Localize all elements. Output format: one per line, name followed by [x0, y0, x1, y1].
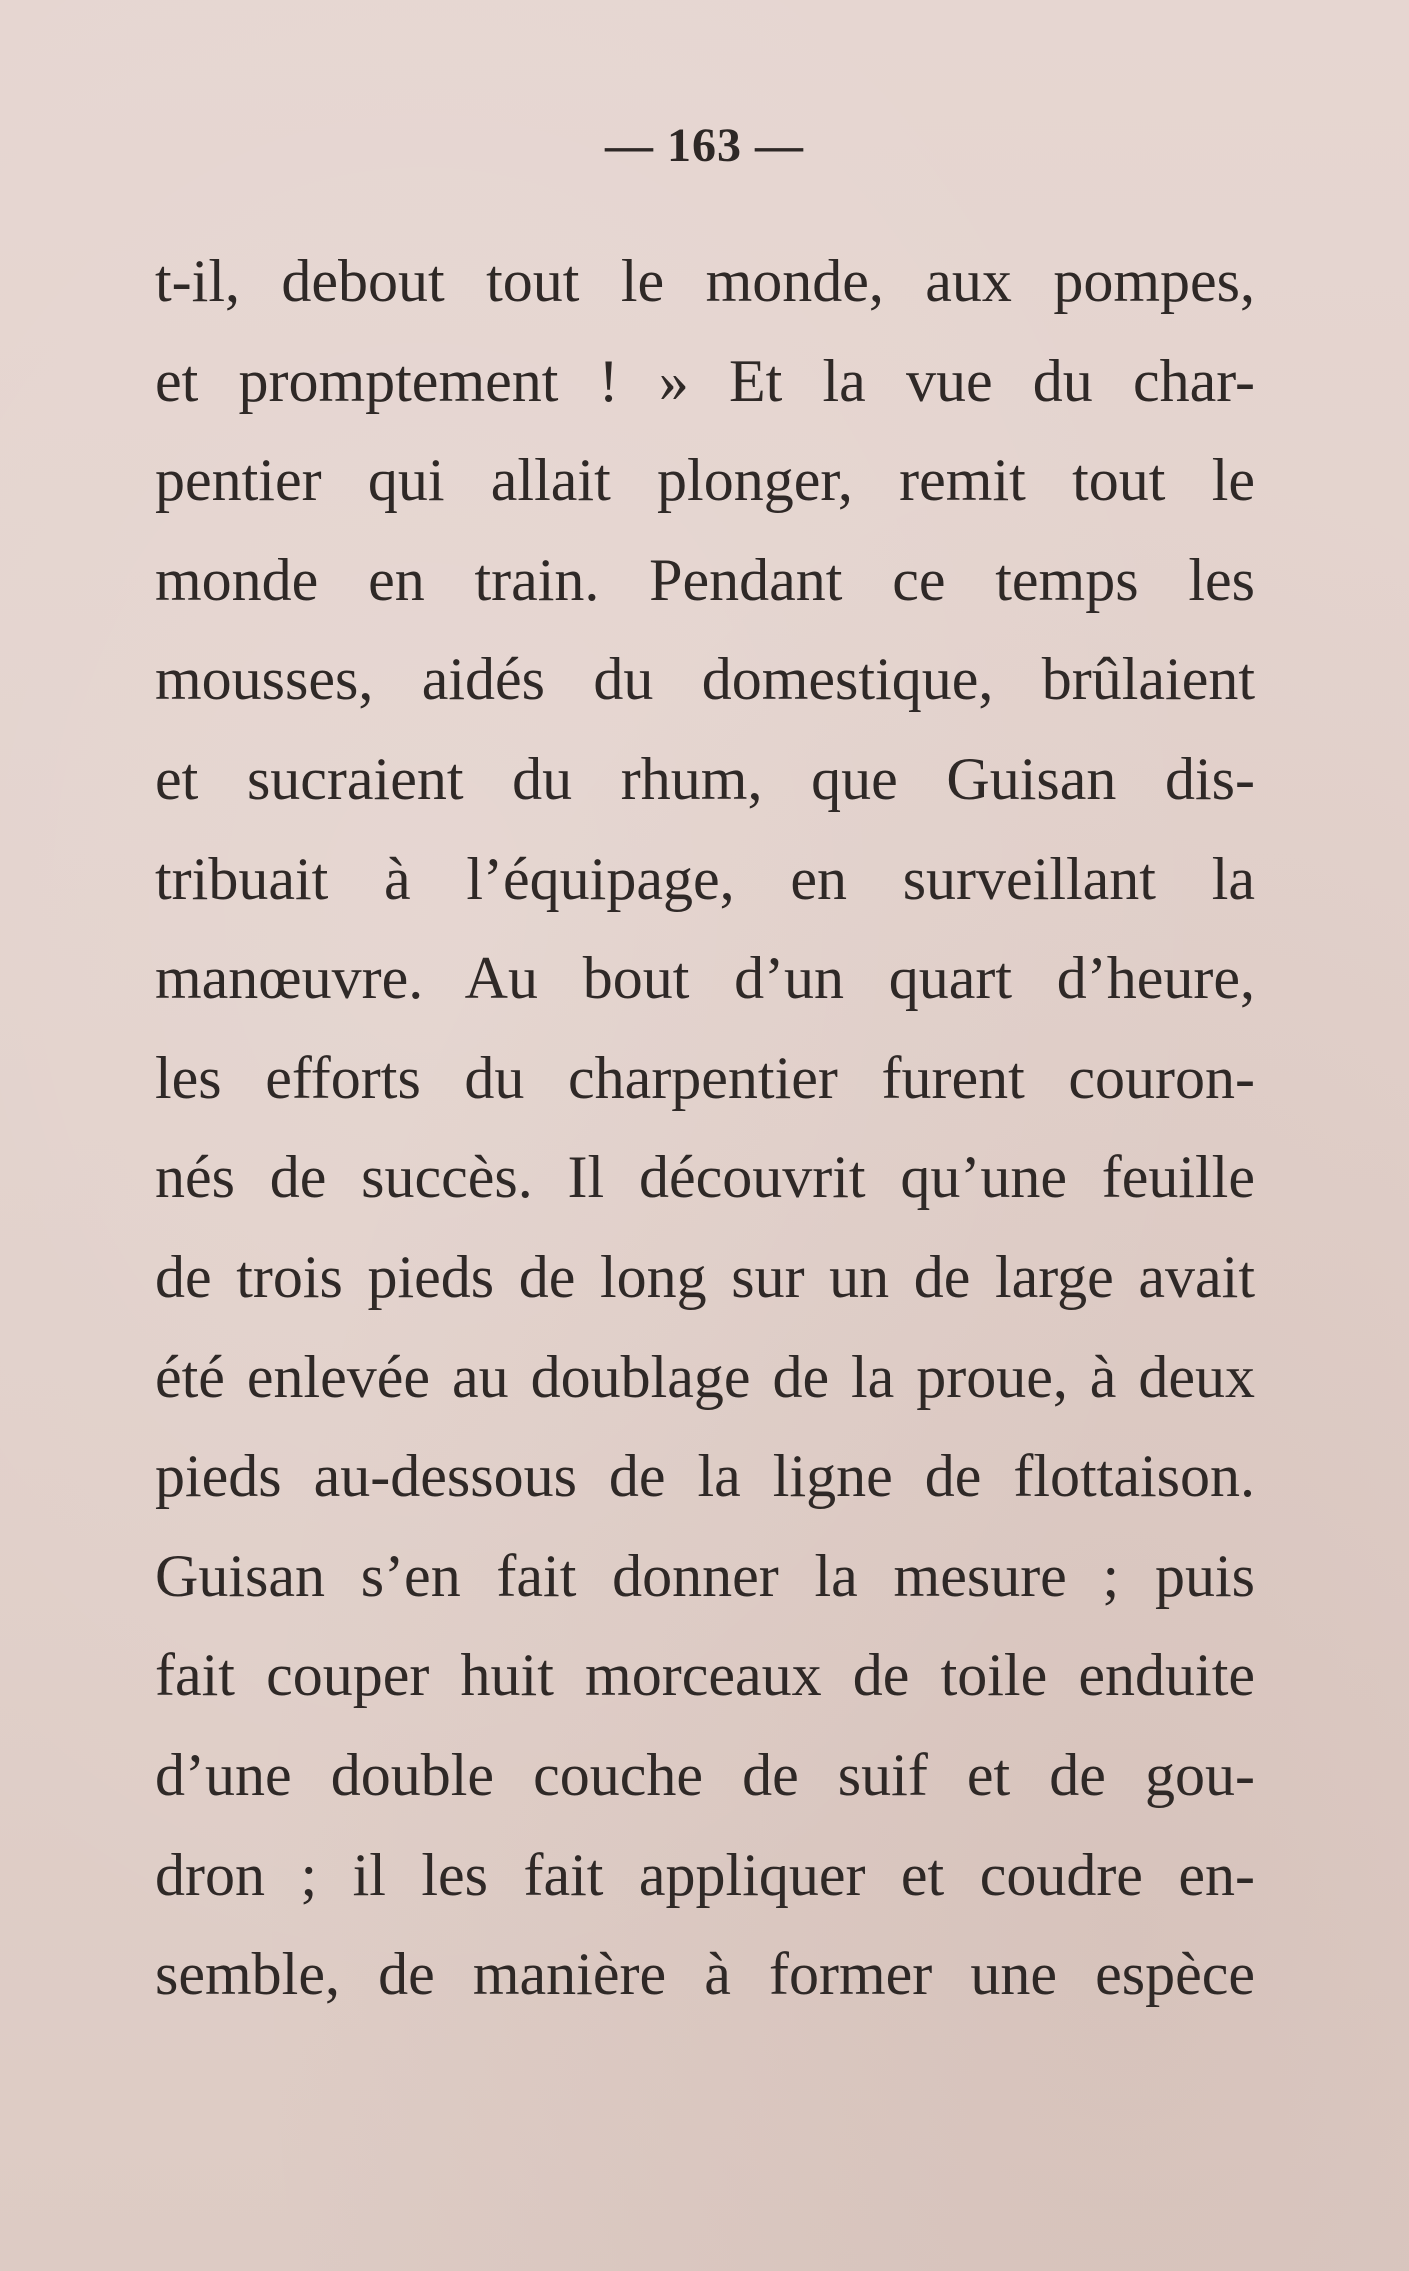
- text-line: d’une double couche de suif et de gou-: [155, 1741, 1255, 1808]
- text-line: et sucraient du rhum, que Guisan dis-: [155, 745, 1255, 812]
- page-number: — 163 —: [605, 119, 804, 172]
- text-line: monde en train. Pendant ce temps les: [155, 546, 1255, 613]
- text-line: mousses, aidés du domestique, brûlaient: [155, 646, 1255, 713]
- text-line: et promptement ! » Et la vue du char-: [155, 347, 1255, 414]
- text-line: tribuait à l’équipage, en surveillant la: [155, 845, 1255, 912]
- text-line: manœuvre. Au bout d’un quart d’heure,: [155, 945, 1255, 1012]
- text-line: semble, de manière à former une espèce: [155, 1941, 1255, 2008]
- text-line: pentier qui allait plonger, remit tout le: [155, 447, 1255, 514]
- text-line: pieds au-dessous de la ligne de flottaison.: [155, 1443, 1255, 1510]
- text-line: t-il, debout tout le monde, aux pompes,: [155, 248, 1255, 314]
- text-line: Guisan s’en fait donner la mesure ; puis: [155, 1542, 1255, 1609]
- text-line: fait couper huit morceaux de toile enduite: [155, 1642, 1255, 1709]
- text-line: été enlevée au doublage de la proue, à deux: [155, 1343, 1255, 1410]
- body-text: [155, 232, 1255, 2025]
- text-line: les efforts du charpentier furent couron-: [155, 1044, 1255, 1111]
- text-line: de trois pieds de long sur un de large avait: [155, 1243, 1255, 1310]
- text-line: dron ; il les fait appliquer et coudre en-: [155, 1841, 1255, 1908]
- text-line: nés de succès. Il découvrit qu’une feuille: [155, 1144, 1255, 1211]
